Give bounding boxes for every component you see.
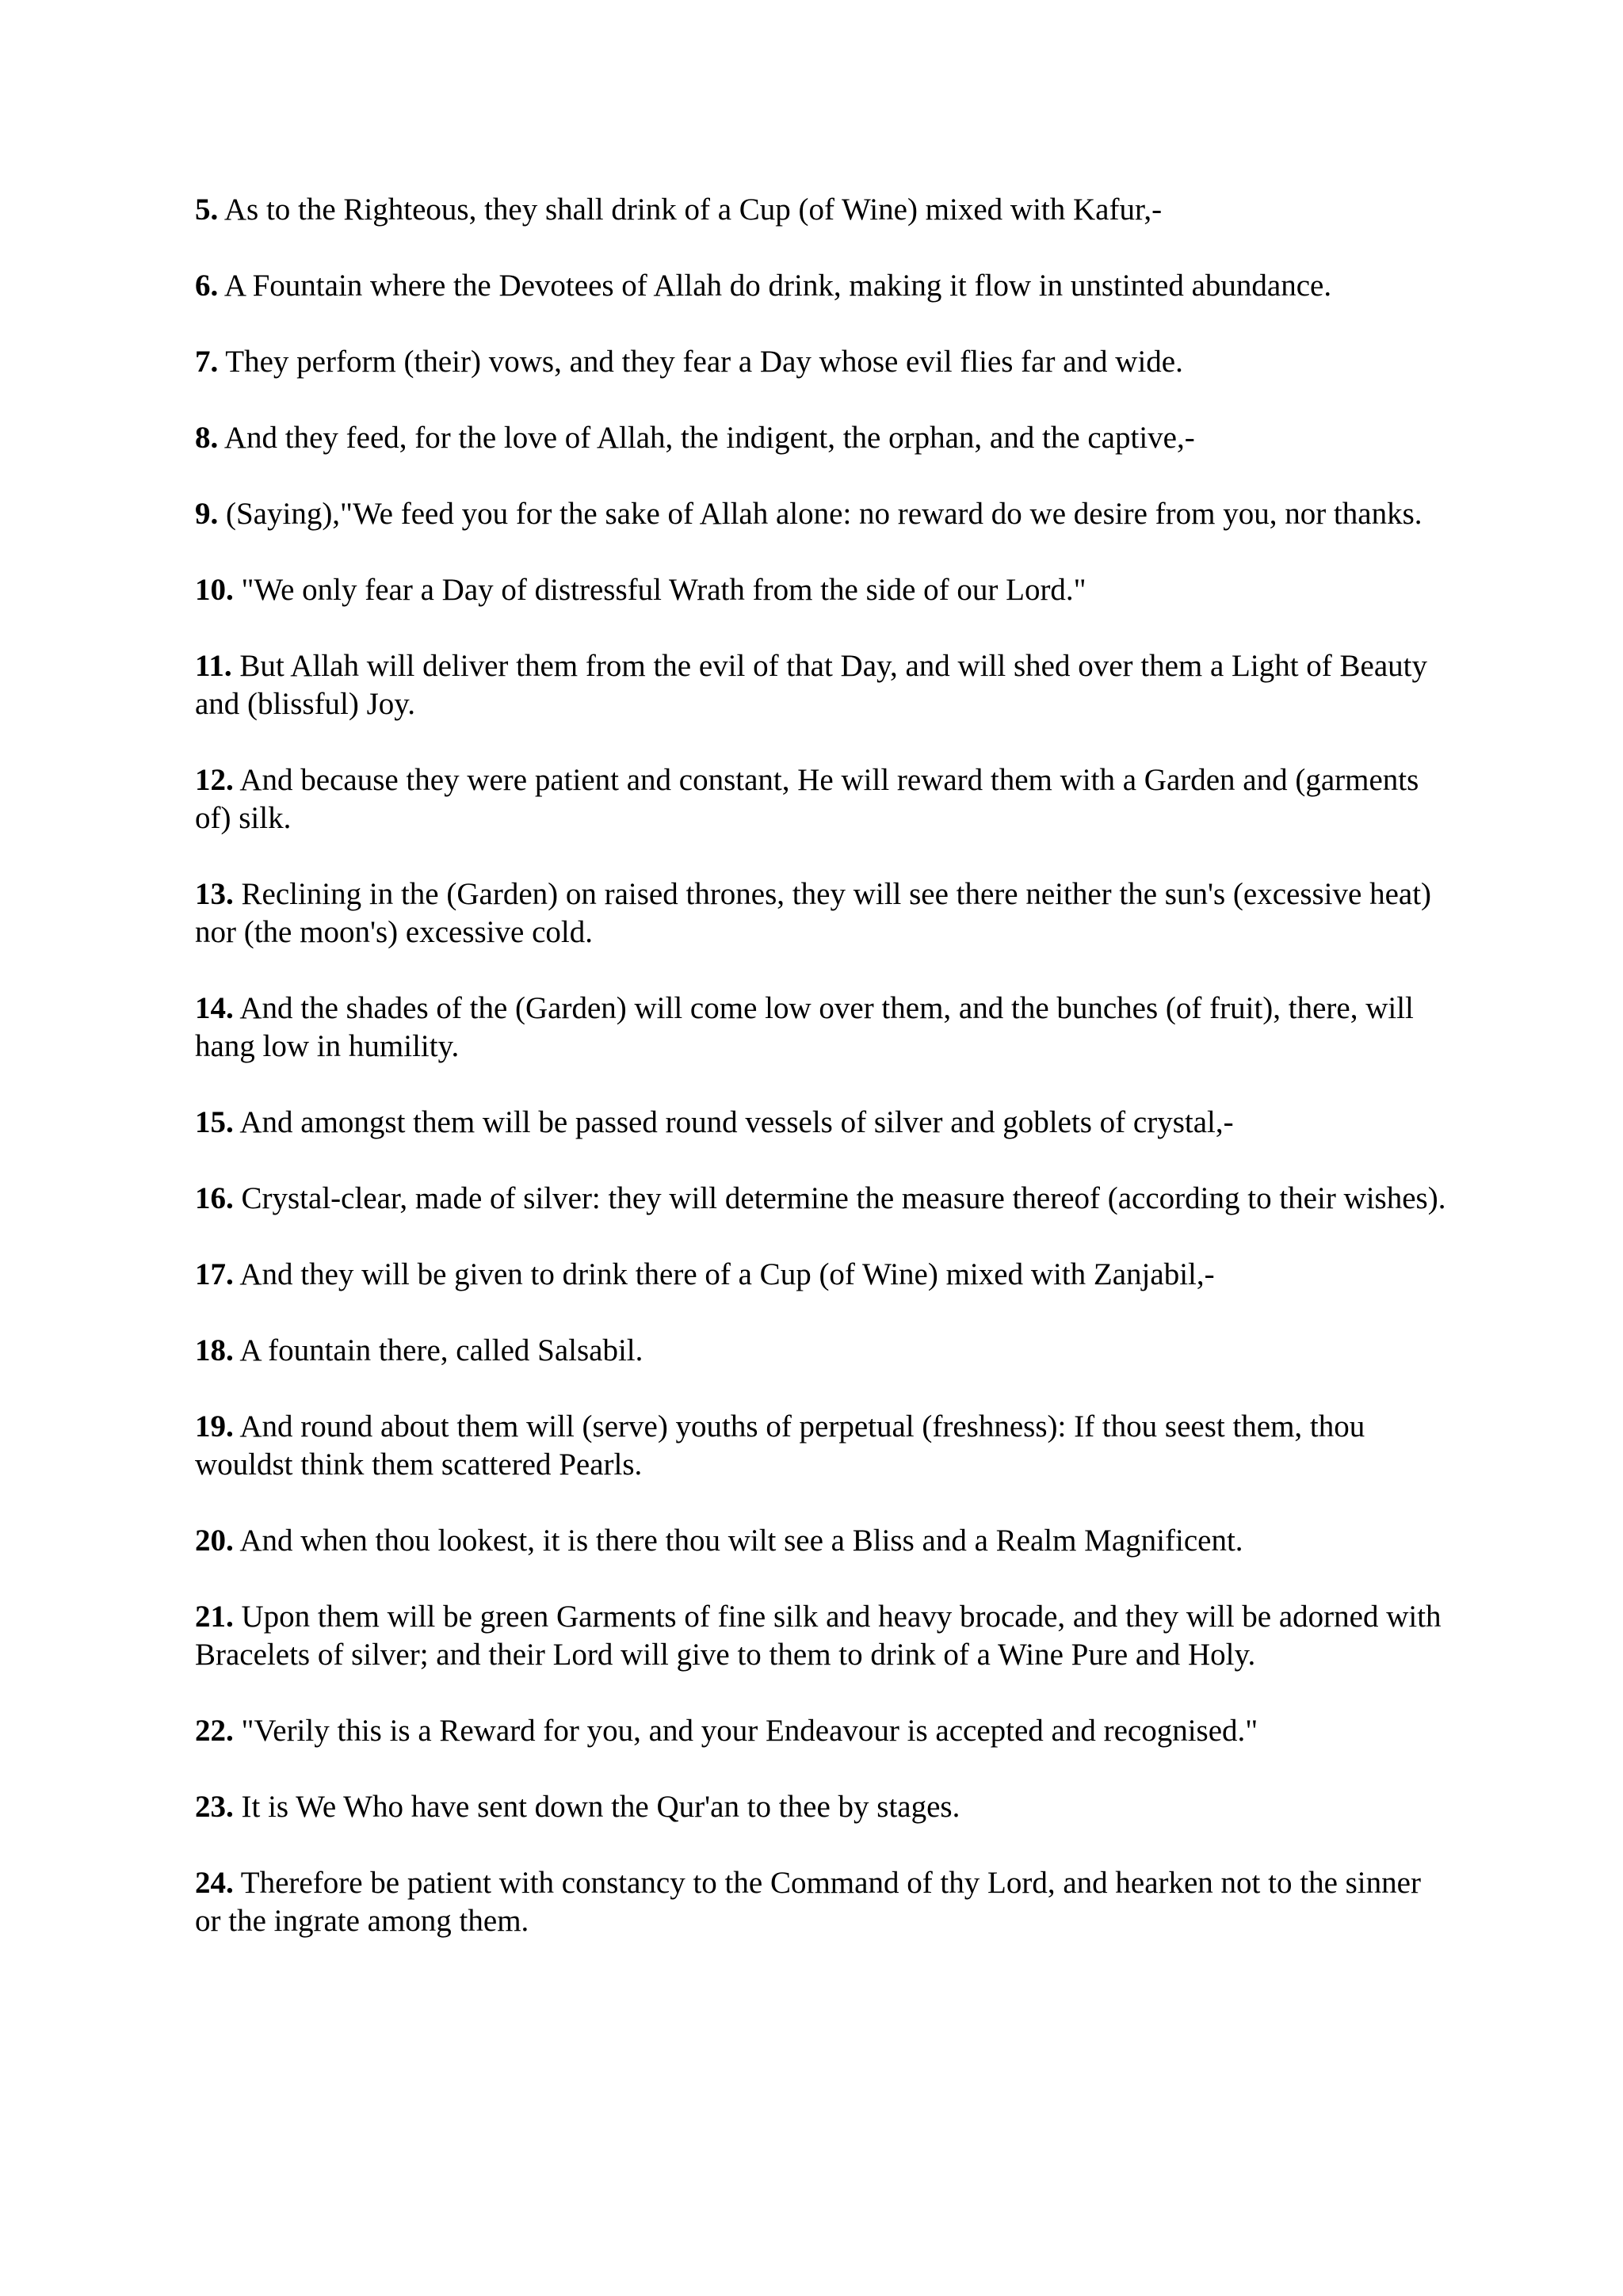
verse-9: [195, 495, 1447, 533]
verse-text: "Verily this is a Reward for you, and your Endeavour is accepted and recognised.": [233, 1714, 1258, 1748]
verse-number: 19.: [195, 1409, 234, 1444]
verse-5: [195, 191, 1447, 229]
verse-number: 9.: [195, 497, 219, 531]
verse-text: And round about them will (serve) youths of perpetual (freshness): If thou seest them, thou wouldst think them scattered Pearls.: [195, 1409, 1365, 1482]
verse-15: [195, 1104, 1447, 1142]
verse-7: [195, 343, 1447, 381]
verse-text: They perform (their) vows, and they fear a Day whose evil flies far and wide.: [218, 345, 1183, 379]
verse-18: [195, 1332, 1447, 1370]
verse-number: 13.: [195, 877, 234, 911]
verse-14: [195, 990, 1447, 1066]
verse-text: And the shades of the (Garden) will come low over them, and the bunches (of fruit), there, will hang low in humility.: [195, 991, 1414, 1063]
verse-number: 21.: [195, 1600, 234, 1634]
verse-text: Crystal-clear, made of silver: they will determine the measure thereof (according to their wishes).: [233, 1181, 1446, 1215]
verse-11: [195, 647, 1447, 723]
verse-17: [195, 1256, 1447, 1294]
verse-number: 14.: [195, 991, 234, 1025]
verse-text: Reclining in the (Garden) on raised thrones, they will see there neither the sun's (excessive heat) nor (the moon's) excessive cold.: [195, 877, 1432, 949]
verse-16: [195, 1180, 1447, 1218]
verse-text: A Fountain where the Devotees of Allah do drink, making it flow in unstinted abundance.: [218, 269, 1332, 303]
verse-number: 17.: [195, 1257, 234, 1291]
verse-23: [195, 1788, 1447, 1826]
document-page: [195, 191, 1447, 1978]
verse-number: 11.: [195, 649, 232, 683]
verse-text: "We only fear a Day of distressful Wrath from the side of our Lord.": [233, 573, 1086, 607]
verse-number: 10.: [195, 573, 234, 607]
verse-text: Upon them will be green Garments of fine silk and heavy brocade, and they will be adorned with Bracelets of silver; and their Lord will give to them to drink of a Wine Pure and Holy.: [195, 1600, 1442, 1672]
verse-text: But Allah will deliver them from the evil of that Day, and will shed over them a Light of Beauty and (blissful) Joy.: [195, 649, 1427, 721]
verse-24: [195, 1864, 1447, 1940]
verse-number: 24.: [195, 1866, 234, 1900]
verse-number: 8.: [195, 421, 219, 455]
verse-number: 15.: [195, 1105, 234, 1139]
verse-text: And they will be given to drink there of a Cup (of Wine) mixed with Zanjabil,-: [233, 1257, 1215, 1291]
verse-8: [195, 419, 1447, 457]
verse-13: [195, 875, 1447, 952]
verse-text: Therefore be patient with constancy to the Command of thy Lord, and hearken not to the sinner or the ingrate among them.: [195, 1866, 1421, 1938]
verse-number: 6.: [195, 269, 219, 303]
verse-22: [195, 1712, 1447, 1750]
verse-number: 18.: [195, 1333, 234, 1367]
verse-number: 22.: [195, 1714, 234, 1748]
verse-number: 12.: [195, 763, 234, 797]
verse-number: 20.: [195, 1524, 234, 1558]
verse-20: [195, 1522, 1447, 1560]
verse-21: [195, 1598, 1447, 1674]
verse-10: [195, 571, 1447, 609]
verse-19: [195, 1408, 1447, 1484]
verse-12: [195, 761, 1447, 837]
verse-text: A fountain there, called Salsabil.: [233, 1333, 643, 1367]
verse-text: And amongst them will be passed round vessels of silver and goblets of crystal,-: [233, 1105, 1234, 1139]
verse-text: As to the Righteous, they shall drink of a Cup (of Wine) mixed with Kafur,-: [218, 193, 1163, 227]
verse-number: 16.: [195, 1181, 234, 1215]
verse-number: 7.: [195, 345, 219, 379]
verse-text: (Saying),"We feed you for the sake of Allah alone: no reward do we desire from you, nor thanks.: [218, 497, 1423, 531]
verse-6: [195, 267, 1447, 305]
verse-text: And when thou lookest, it is there thou wilt see a Bliss and a Realm Magnificent.: [233, 1524, 1243, 1558]
verse-text: And they feed, for the love of Allah, the indigent, the orphan, and the captive,-: [218, 421, 1195, 455]
verse-text: It is We Who have sent down the Qur'an to thee by stages.: [233, 1790, 960, 1824]
verse-number: 5.: [195, 193, 219, 227]
verse-text: And because they were patient and constant, He will reward them with a Garden and (garments of) silk.: [195, 763, 1419, 835]
verse-number: 23.: [195, 1790, 234, 1824]
